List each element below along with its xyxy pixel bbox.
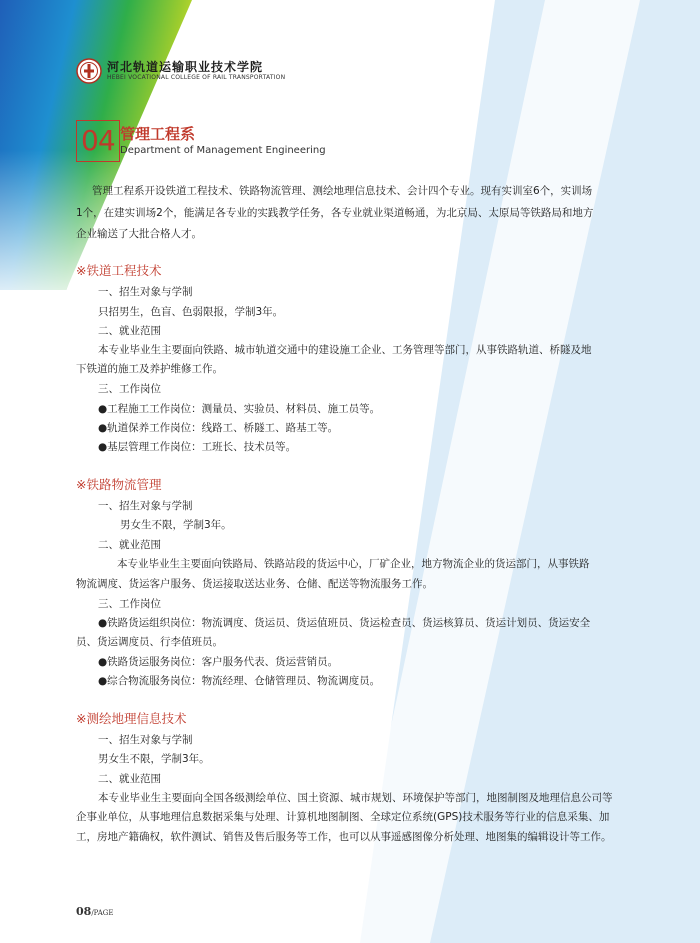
major-line: ●铁路货运服务岗位：客户服务代表、货运营销员。	[98, 656, 339, 668]
major-line: ●轨道保养工作岗位：线路工、桥隧工、路基工等。	[98, 422, 339, 434]
major-line: ●工程施工工作岗位：测量员、实验员、材料员、施工员等。	[98, 403, 381, 415]
major-line: ●铁路货运组织岗位：物流调度、货运员、货运值班员、货运检查员、货运核算员、货运计划员、货运安全	[98, 617, 591, 629]
chapter-title: 管理工程系	[120, 125, 196, 143]
major-line: 工，房地产籍确权，软件测试、销售及售后服务等工作，也可以从事遥感图像分析处理、地图集的编辑设计等工作。	[76, 831, 612, 843]
major-line: ●综合物流服务岗位：物流经理、仓储管理员、物流调度员。	[98, 675, 381, 687]
intro-line: 1个，在建实训场2个，能满足各专业的实践教学任务，各专业就业渠道畅通，为北京局、太原局等铁路局和地方	[76, 207, 594, 219]
college-name-en	[107, 74, 285, 82]
college-name-cn: 河北轨道运输职业技术学院	[107, 60, 264, 74]
chapter-heading	[76, 120, 326, 162]
major-line: 本专业毕业生主要面向全国各级测绘单位、国土资源、城市规划、环境保护等部门，地图制图及地理信息公司等	[98, 792, 613, 804]
major-line: 本专业毕业生主要面向铁路、城市轨道交通中的建设施工企业、工务管理等部门，从事铁路轨道、桥隧及地	[98, 344, 592, 356]
major-title: ※铁道工程技术	[76, 263, 162, 278]
major-title: ※测绘地理信息技术	[76, 711, 187, 726]
major-line: 一、招生对象与学制	[98, 734, 193, 746]
page-footer	[76, 900, 114, 919]
intro-line: 管理工程系开设铁道工程技术、铁路物流管理、测绘地理信息技术、会计四个专业。现有实训室6个，实训场	[92, 185, 593, 197]
major-line: 二、就业范围	[98, 325, 161, 337]
college-logo	[76, 56, 285, 86]
major-line: 一、招生对象与学制	[98, 286, 193, 298]
college-prefix-en: HEBEI	[107, 74, 126, 81]
major-line: 企事业单位，从事地理信息数据采集与处理、计算机地图制图、全球定位系统(GPS)技术服务等行业的信息采集、加	[76, 811, 610, 823]
major-line: 二、就业范围	[98, 539, 161, 551]
major-line: 员、货运调度员、行李值班员。	[76, 636, 223, 648]
intro-line: 企业输送了大批合格人才。	[76, 228, 202, 240]
major-title: ※铁路物流管理	[76, 477, 162, 492]
major-line: 二、就业范围	[98, 773, 161, 785]
major-line: 男女生不限，学制3年。	[120, 519, 232, 531]
major-line: 三、工作岗位	[98, 598, 161, 610]
major-line: 男女生不限，学制3年。	[98, 753, 210, 765]
chapter-number: 04	[81, 124, 115, 157]
college-emblem-icon	[76, 58, 102, 84]
college-name-en-text: VOCATIONAL COLLEGE OF RAIL TRANSPORTATION	[128, 74, 286, 81]
page-number: 08	[76, 905, 92, 918]
major-line: 物流调度、货运客户服务、货运接取送达业务、仓储、配送等物流服务工作。	[76, 578, 433, 590]
chapter-subtitle: Department of Management Engineering	[120, 145, 326, 156]
major-line: ●基层管理工作岗位：工班长、技术员等。	[98, 441, 297, 453]
major-line: 只招男生，色盲、色弱限报，学制3年。	[98, 306, 284, 318]
major-line: 一、招生对象与学制	[98, 500, 193, 512]
page-label: /PAGE	[91, 909, 114, 917]
major-line: 下铁道的施工及养护维修工作。	[76, 363, 223, 375]
major-line: 本专业毕业生主要面向铁路局、铁路站段的货运中心，厂矿企业，地方物流企业的货运部门，从事铁路	[117, 558, 590, 570]
major-line: 三、工作岗位	[98, 383, 161, 395]
